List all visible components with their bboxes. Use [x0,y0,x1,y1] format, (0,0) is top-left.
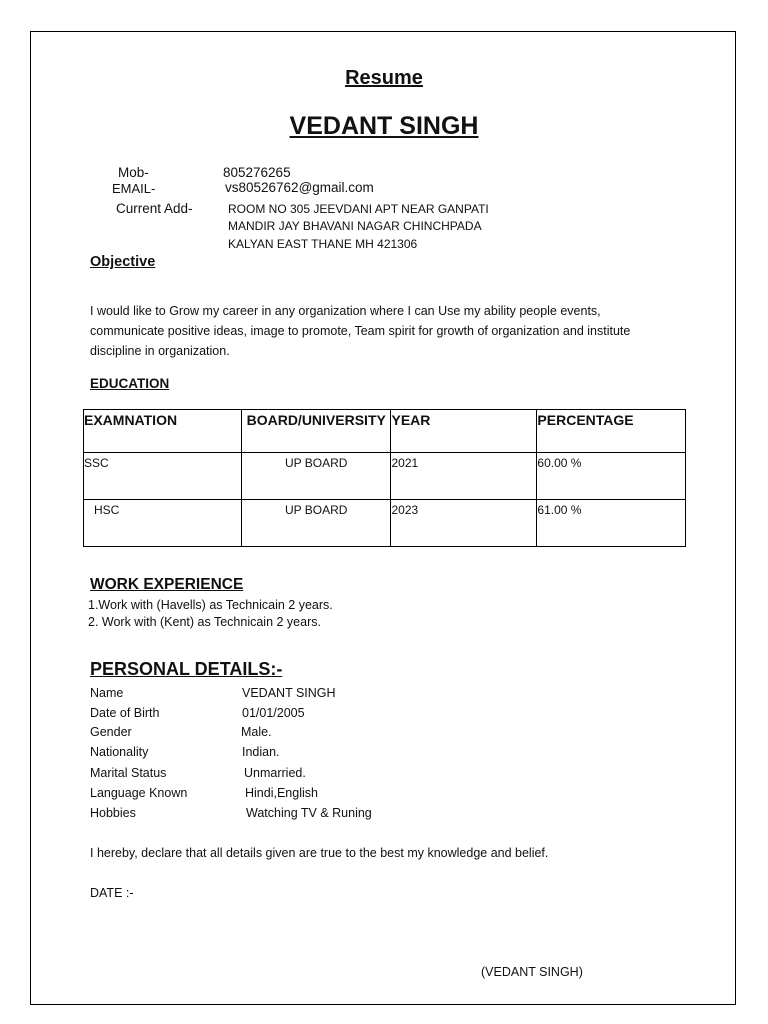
personal-value: VEDANT SINGH [242,686,336,700]
table-cell: HSC [84,500,242,547]
address-line: KALYAN EAST THANE MH 421306 [228,237,418,251]
date-label: DATE :- [90,886,134,900]
work-experience-heading: WORK EXPERIENCE [90,576,244,593]
personal-label: Nationality [90,745,149,759]
personal-label: Gender [90,725,132,739]
table-header-row [84,410,686,453]
objective-heading: Objective [90,254,156,270]
table-cell: 61.00 % [537,500,686,547]
education-table [83,409,686,547]
table-row [84,500,686,547]
signature: (VEDANT SINGH) [481,965,583,979]
declaration-text: I hereby, declare that all details given are true to the best my knowledge and belief. [90,846,549,860]
address-line: MANDIR JAY BHAVANI NAGAR CHINCHPADA [228,219,482,233]
objective-line: discipline in organization. [90,344,230,358]
table-cell: 2023 [391,500,537,547]
column-header: BOARD/UNIVERSITY [241,410,391,453]
email-label: EMAIL- [112,181,156,196]
work-item: 2. Work with (Kent) as Technicain 2 years. [88,615,321,629]
personal-value: Unmarried. [244,766,306,780]
personal-label: Hobbies [90,806,136,820]
address-label: Current Add- [116,201,193,216]
personal-label: Date of Birth [90,706,160,720]
table-cell: UP BOARD [241,453,391,500]
table-cell: 60.00 % [537,453,686,500]
personal-value: Indian. [242,745,280,759]
personal-value: Watching TV & Runing [246,806,372,820]
mobile-label: Mob- [118,165,149,180]
column-header: PERCENTAGE [537,410,686,453]
education-heading: EDUCATION [90,376,170,391]
personal-label: Name [90,686,124,700]
table-cell: SSC [84,453,242,500]
email-value: vs80526762@gmail.com [225,180,374,195]
column-header: EXAMNATION [84,410,242,453]
column-header: YEAR [391,410,537,453]
work-item: 1.Work with (Havells) as Technicain 2 years. [88,598,333,612]
personal-value: 01/01/2005 [242,706,305,720]
personal-label: Language Known [90,786,188,800]
table-row [84,453,686,500]
personal-details-heading: PERSONAL DETAILS:- [90,659,283,679]
personal-label: Marital Status [90,766,167,780]
table-cell: 2021 [391,453,537,500]
document-heading: Resume [345,67,423,89]
candidate-name: VEDANT SINGH [289,112,479,140]
objective-line: communicate positive ideas, image to promote, Team spirit for growth of organization and institute [90,324,631,338]
address-line: ROOM NO 305 JEEVDANI APT NEAR GANPATI [228,202,489,216]
personal-value: Hindi,English [245,786,318,800]
objective-line: I would like to Grow my career in any organization where I can Use my ability people events, [90,304,601,318]
table-cell: UP BOARD [241,500,391,547]
mobile-value: 805276265 [223,165,291,180]
personal-value: Male. [241,725,272,739]
